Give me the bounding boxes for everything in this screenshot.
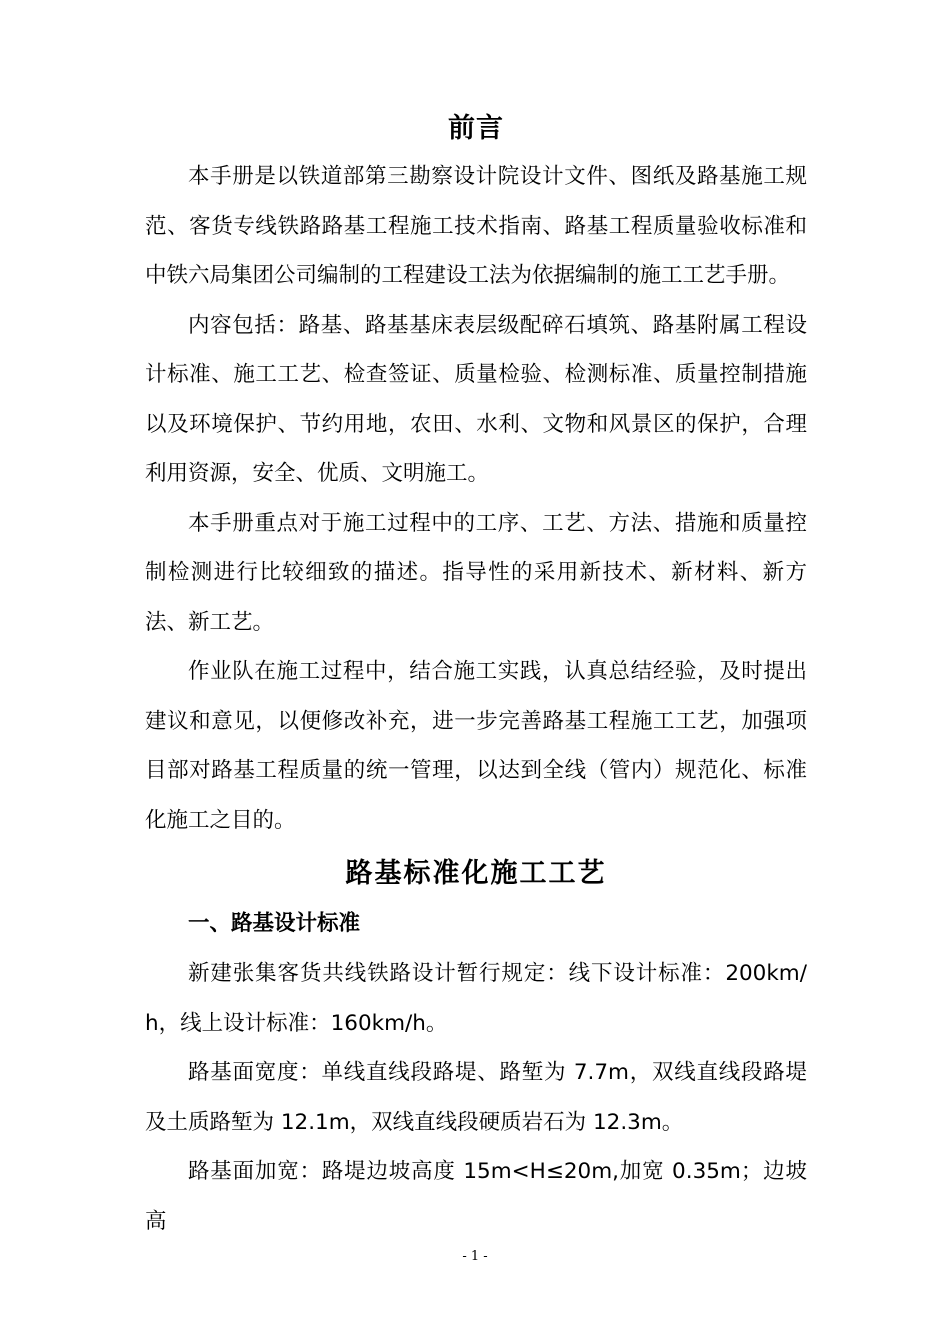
page-content: [145, 106, 807, 1246]
preface-paragraph: 本手册是以铁道部第三勘察设计院设计文件、图纸及路基施工规范、客货专线铁路路基工程施工技术指南、路基工程质量验收标准和中铁六局集团公司编制的工程建设工法为依据编制的施工工艺手册。: [145, 164, 807, 288]
page-number: - 1 -: [462, 1249, 488, 1264]
preface-paragraph: 内容包括：路基、路基基床表层级配碎石填筑、路基附属工程设计标准、施工工艺、检查签证、质量检验、检测标准、质量控制措施以及环境保护、节约用地，农田、水利、文物和风景区的保护，合理利用资源，安全、优质、文明施工。: [145, 312, 807, 486]
preface-title: 前言: [448, 113, 504, 144]
section-paragraph: 路基面宽度：单线直线段路堤、路堑为 7.7m，双线直线段路堤及土质路堑为 12.1m，双线直线段硬质岩石为 12.3m。: [145, 1060, 807, 1135]
main-title: 路基标准化施工工艺: [345, 858, 607, 889]
preface-paragraph: 本手册重点对于施工过程中的工序、工艺、方法、措施和质量控制检测进行比较细致的描述。指导性的采用新技术、新材料、新方法、新工艺。: [145, 510, 807, 635]
section-paragraph: 新建张集客货共线铁路设计暂行规定：线下设计标准：200km/h，线上设计标准：160km/h。: [145, 961, 807, 1036]
section-paragraph: 路基面加宽：路堤边坡高度 15m<H≤20m,加宽 0.35m；边坡高: [145, 1159, 807, 1234]
section-title: 一、路基设计标准: [188, 911, 361, 936]
preface-paragraph: 作业队在施工过程中，结合施工实践，认真总结经验，及时提出建议和意见，以便修改补充，进一步完善路基工程施工工艺，加强项目部对路基工程质量的统一管理，以达到全线（管内）规范化、标准化施工之目的。: [145, 659, 807, 833]
